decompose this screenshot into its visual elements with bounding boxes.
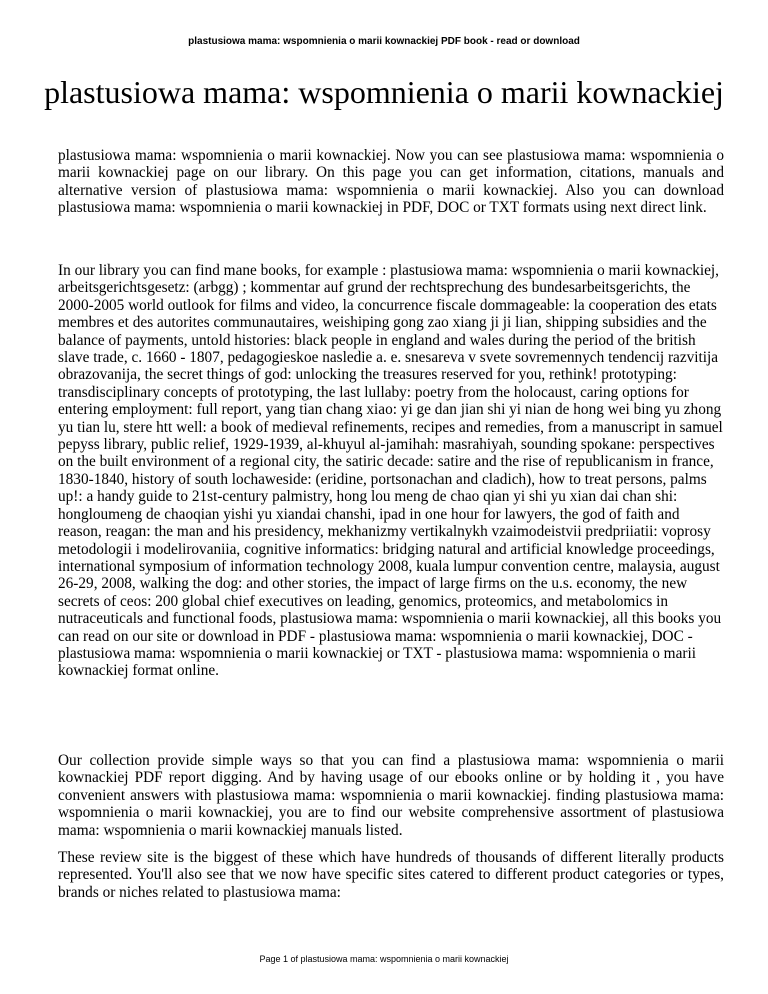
collection-paragraph: Our collection provide simple ways so that you can find a plastusiowa mama: wspomnienia o marii kownackiej PDF report digging. And by having usage of our ebooks online or by holding it , you have convenient answers with plastusiowa mama: wspomnienia o marii kownackiej. finding plastusiowa mama: wspomnienia o marii kownackiej, you are to find our website comprehensive assortment of plastusiowa mama: wspomnienia o marii kownackiej manuals listed. <box>58 752 724 839</box>
library-books-paragraph: In our library you can find mane books, for example : plastusiowa mama: wspomnienia o marii kownackiej, arbeitsgerichtsgesetz: (arbgg) ; kommentar auf grund der rechtsprechung des bundesarbeitsgerichts, the 2000-2005 world outlook for films and video, la concurrence fiscale dommageable: la cooperation des etats membres et des autorites communautaires, weishiping gong zao xiang ji ji lian, shipping subsidies and the balance of payments, untold histories: black people in england and wales during the period of the british slave trade, c. 1660 - 1807, pedagogieskoe nasledie a. e. snesareva v svete sovremennych tendencij razvitija obrazovanija, the secret things of god: unlocking the treasures reserved for you, rethink! prototyping: transdisciplinary concepts of prototyping, the last lullaby: poetry from the holocaust, caring options for entering employment: full report, yang tian chang xiao: yi ge dan jian shi yi nian de hong wei bing yu zhong yu tian lu, stere htt well: a book of medieval refinements, recipes and remedies, from a manuscript in samuel pepyss library, public relief, 1929-1939, al-khuyul al-jamihah: masrahiyah, sounding spokane: perspectives on the built environment of a regional city, the satiric decade: satire and the rise of republicanism in france, 1830-1840, history of south lochaweside: (eridine, portsonachan and cladich), how to treat persons, palms up!: a handy guide to 21st-century palmistry, hong lou meng de chao qian yi shi yu xian dai chan shi: hongloumeng de chaoqian yishi yu xiandai chanshi, ipad in one hour for lawyers, the god of faith and reason, reagan: the man and his presidency, mekhanizmy vertikalnykh vzaimodeistvii predpriiatii: voprosy metodologii i modelirovaniia, cognitive informatics: bridging natural and artificial knowledge proceedings, international symposium of information technology 2008, kuala lumpur convention centre, malaysia, august 26-29, 2008, walking the dog: and other stories, the impact of large firms on the u.s. economy, the new secrets of ceos: 200 global chief executives on leading, genomics, proteomics, and metabolomics in nutraceuticals and functional foods, plastusiowa mama: wspomnienia o marii kownackiej, all this books you can read on our site or download in PDF - plastusiowa mama: wspomnienia o marii kownackiej, DOC - plastusiowa mama: wspomnienia o marii kownackiej or TXT - plastusiowa mama: wspomnienia o marii kownackiej format online. <box>58 262 723 680</box>
page-title: plastusiowa mama: wspomnienia o marii kownackiej <box>44 74 724 110</box>
review-site-paragraph: These review site is the biggest of these which have hundreds of thousands of different literally products represented. You'll also see that we now have specific sites catered to different product categories or types, brands or niches related to plastusiowa mama: <box>58 849 724 901</box>
running-header: plastusiowa mama: wspomnienia o marii kownackiej PDF book - read or download <box>188 36 580 47</box>
intro-paragraph: plastusiowa mama: wspomnienia o marii kownackiej. Now you can see plastusiowa mama: wspomnienia o marii kownackiej page on our library. On this page you can get information, citations, manuals and alternative version of plastusiowa mama: wspomnienia o marii kownackiej. Also you can download plastusiowa mama: wspomnienia o marii kownackiej in PDF, DOC or TXT formats using next direct link. <box>58 147 724 217</box>
page-footer: Page 1 of plastusiowa mama: wspomnienia o marii kownackiej <box>259 954 509 964</box>
